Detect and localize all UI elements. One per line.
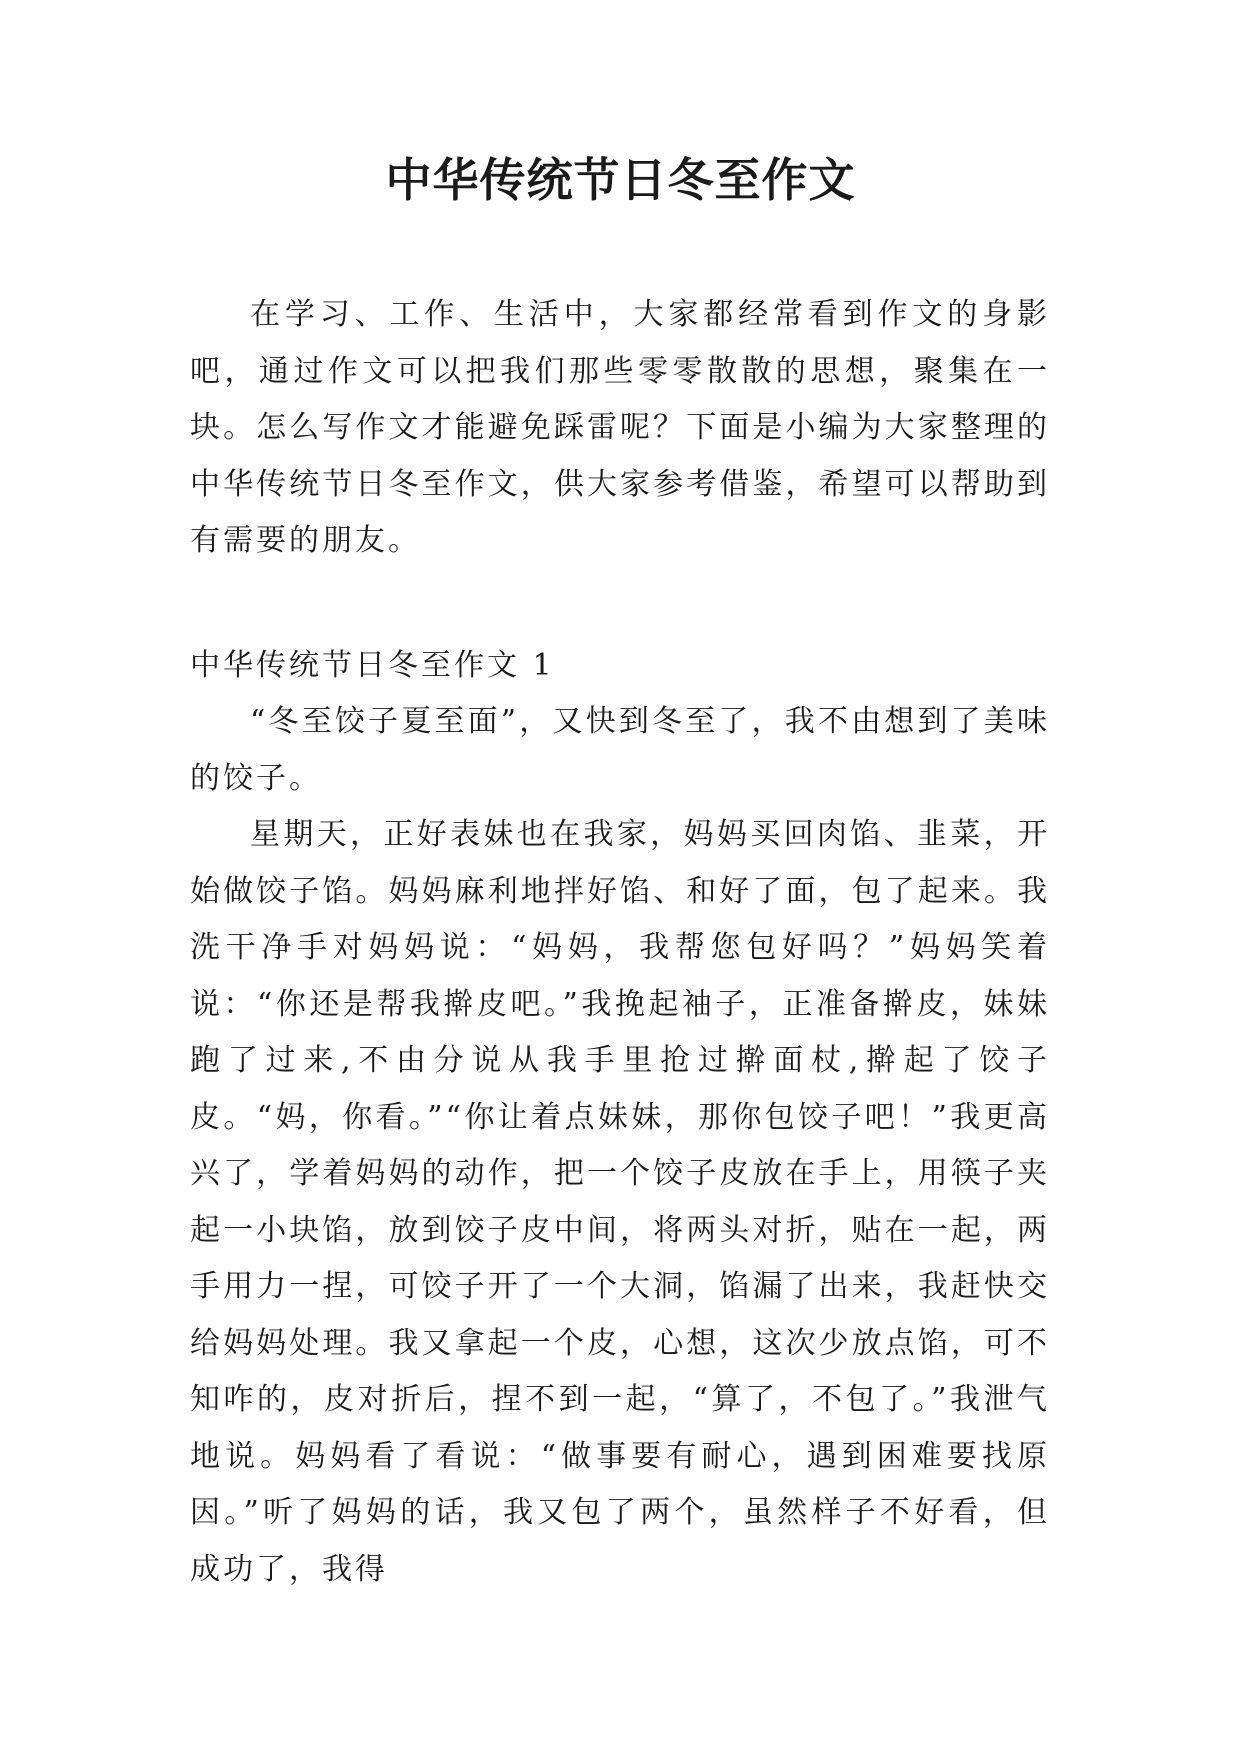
section-heading: 中华传统节日冬至作文 1	[190, 648, 555, 683]
intro-paragraph: 在学习、工作、生活中，大家都经常看到作文的身影吧，通过作文可以把我们那些零零散散的思想，聚集在一块。怎么写作文才能避免踩雷呢？下面是小编为大家整理的中华传统节日冬至作文，供大家参考借鉴，希望可以帮助到有需要的朋友。	[190, 297, 1050, 558]
essay-paragraph-1: “冬至饺子夏至面”，又快到冬至了，我不由想到了美味的饺子。	[190, 704, 1050, 796]
document-title: 中华传统节日冬至作文	[385, 153, 856, 207]
essay-body	[190, 694, 1050, 1598]
intro-section	[190, 287, 1050, 570]
essay-paragraph-2: 星期天，正好表妹也在我家，妈妈买回肉馅、韭菜，开始做饺子馅。妈妈麻利地拌好馅、和好了面，包了起来。我洗干净手对妈妈说：“妈妈，我帮您包好吗？”妈妈笑着说：“你还是帮我擀皮吧。”我挽起袖子，正准备擀皮，妹妹跑了过来,不由分说从我手里抢过擀面杖,擀起了饺子皮。“妈，你看。”“你让着点妹妹，那你包饺子吧！”我更高兴了，学着妈妈的动作，把一个饺子皮放在手上，用筷子夹起一小块馅，放到饺子皮中间，将两头对折，贴在一起，两手用力一捏，可饺子开了一个大洞，馅漏了出来，我赶快交给妈妈处理。我又拿起一个皮，心想，这次少放点馅，可不知咋的，皮对折后，捏不到一起，“算了，不包了。”我泄气地说。妈妈看了看说：“做事要有耐心，遇到困难要找原因。”听了妈妈的话，我又包了两个，虽然样子不好看，但成功了，我得	[190, 817, 1050, 1587]
